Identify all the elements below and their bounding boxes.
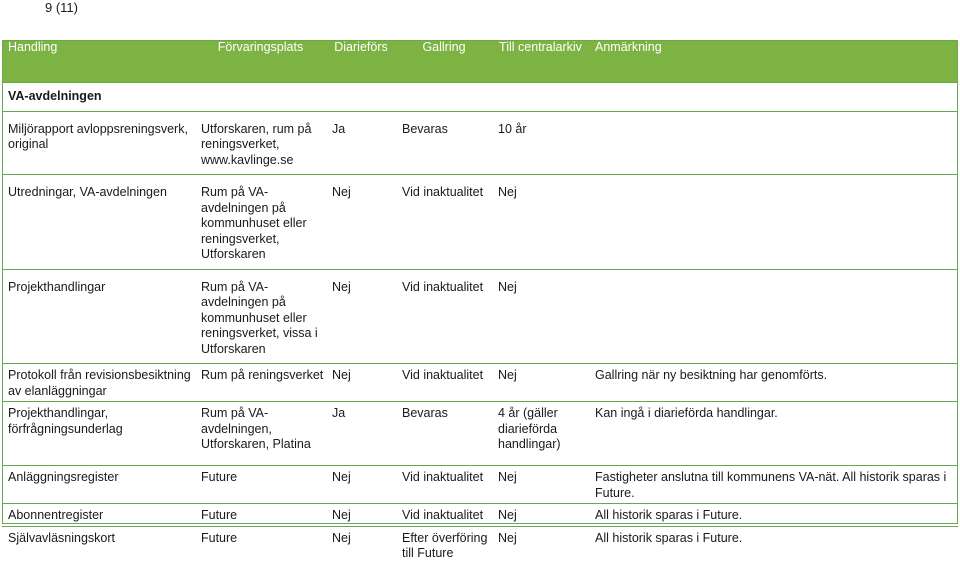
cell-central: Nej — [492, 269, 589, 364]
header-diarieförs: Diarieförs — [326, 40, 396, 82]
page-number: 9 (11) — [45, 0, 78, 15]
table-row — [2, 504, 958, 527]
header-anmarkning: Anmärkning — [589, 40, 958, 82]
table-header-row — [2, 40, 958, 82]
cell-anm — [589, 175, 958, 270]
cell-anm: Kan ingå i diarieförda handlingar. — [589, 402, 958, 466]
cell-central: Nej — [492, 504, 589, 527]
cell-anm — [589, 269, 958, 364]
cell-anm: All historik sparas i Future. — [595, 530, 743, 545]
header-till-centralarkiv: Till centralarkiv — [492, 40, 589, 82]
cell-handling: Projekthandlingar — [2, 269, 195, 364]
cell-anm: Fastigheter anslutna till kommunens VA-nät. All historik sparas i Future. — [589, 466, 958, 504]
cell-forvaring: Future — [201, 530, 238, 545]
section-row — [2, 82, 958, 111]
cell-forvaring: Utforskaren, rum på reningsverket, www.kavlinge.se — [195, 111, 326, 175]
cell-gallring: Bevaras — [396, 111, 492, 175]
table-row — [2, 526, 958, 564]
cell-forvaring: Rum på reningsverket — [195, 364, 326, 402]
section-title: VA-avdelningen — [2, 82, 958, 111]
cell-gallring: Vid inaktualitet — [396, 466, 492, 504]
cell-diarie: Nej — [326, 269, 396, 364]
cell-central: Nej — [492, 364, 589, 402]
cell-handling: Abonnentregister — [2, 504, 195, 527]
cell-diarie: Nej — [332, 530, 351, 545]
cell-handling: Anläggningsregister — [2, 466, 195, 504]
cell-central: 10 år — [492, 111, 589, 175]
cell-gallring: Vid inaktualitet — [396, 364, 492, 402]
cell-diarie: Nej — [326, 175, 396, 270]
cell-gallring: Efter överföring till Future — [402, 530, 488, 560]
table-row — [2, 466, 958, 504]
cell-central: Nej — [492, 466, 589, 504]
retention-table — [2, 40, 958, 564]
cell-anm: All historik sparas i Future. — [589, 504, 958, 527]
cell-diarie: Ja — [326, 402, 396, 466]
cell-diarie: Nej — [326, 504, 396, 527]
cell-forvaring: Rum på VA-avdelningen, Utforskaren, Platina — [195, 402, 326, 466]
cell-diarie: Ja — [326, 111, 396, 175]
header-handling: Handling — [2, 40, 195, 82]
cell-gallring: Vid inaktualitet — [396, 504, 492, 527]
cell-handling: Självavläsningskort — [8, 530, 115, 545]
cell-handling: Protokoll från revisionsbesiktning av elanläggningar — [2, 364, 195, 402]
header-gallring: Gallring — [396, 40, 492, 82]
cell-gallring: Bevaras — [396, 402, 492, 466]
cell-forvaring: Rum på VA-avdelningen på kommunhuset eller reningsverket, Utforskaren — [195, 175, 326, 270]
cell-forvaring: Future — [195, 504, 326, 527]
cell-gallring: Vid inaktualitet — [396, 175, 492, 270]
cell-central: Nej — [492, 175, 589, 270]
cell-central: Nej — [498, 530, 517, 545]
table-row — [2, 402, 958, 466]
cell-handling: Miljörapport avloppsreningsverk, original — [2, 111, 195, 175]
cell-gallring: Vid inaktualitet — [396, 269, 492, 364]
table-row — [2, 111, 958, 175]
cell-anm — [589, 111, 958, 175]
cell-central: 4 år (gäller diarieförda handlingar) — [492, 402, 589, 466]
cell-forvaring: Rum på VA-avdelningen på kommunhuset eller reningsverket, vissa i Utforskaren — [195, 269, 326, 364]
table-row — [2, 364, 958, 402]
cell-handling: Projekthandlingar, förfrågningsunderlag — [2, 402, 195, 466]
cell-diarie: Nej — [326, 364, 396, 402]
cell-diarie: Nej — [326, 466, 396, 504]
table-row — [2, 269, 958, 364]
cell-anm: Gallring när ny besiktning har genomförts. — [589, 364, 958, 402]
header-forvaringsplats: Förvaringsplats — [195, 40, 326, 82]
cell-forvaring: Future — [195, 466, 326, 504]
table-row — [2, 175, 958, 270]
cell-handling: Utredningar, VA-avdelningen — [2, 175, 195, 270]
